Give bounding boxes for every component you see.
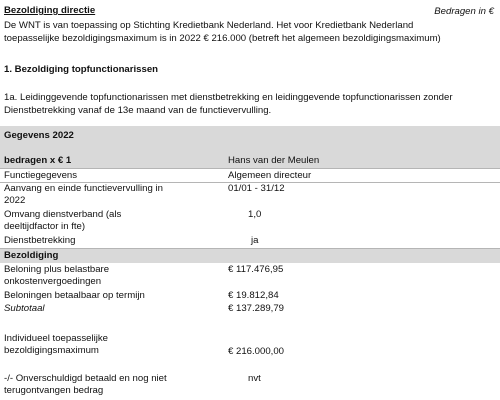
section-sub-line-1: 1a. Leidinggevende topfunctionarissen met dienstbetrekking en leidinggevende topfunctionarissen zonder xyxy=(4,92,453,103)
dienstbetrekking-label: Dienstbetrekking xyxy=(4,235,76,246)
termijn-value: € 19.812,84 xyxy=(228,290,279,301)
divider xyxy=(0,168,500,169)
table-band-title: Gegevens 2022 xyxy=(4,130,74,141)
maximum-value: € 216.000,00 xyxy=(228,346,285,357)
aanvang-label: Aanvang en einde functievervulling in 2022 xyxy=(4,183,163,206)
maximum-label: Individueel toepasselijke bezoldigingsmaximum xyxy=(4,333,108,356)
omvang-value: 1,0 xyxy=(248,209,262,220)
termijn-label: Beloningen betaalbaar op termijn xyxy=(4,290,145,301)
dienstbetrekking-value: ja xyxy=(251,235,259,246)
currency-note: Bedragen in € xyxy=(434,6,494,17)
intro-line-2: toepasselijke bezoldigingsmaximum is in 2022 € 216.000 (betreft het algemeen bezoldigingsmaximum) xyxy=(4,33,441,44)
page-title: Bezoldiging directie xyxy=(4,5,96,16)
table-header-label: bedragen x € 1 xyxy=(4,155,72,166)
omvang-label: Omvang dienstverband (als deeltijdfactor in fte) xyxy=(4,209,122,232)
bezoldiging-band xyxy=(0,249,500,263)
aanvang-value: 01/01 - 31/12 xyxy=(228,183,285,194)
beloning-label: Beloning plus belastbare onkostenvergoedingen xyxy=(4,264,110,287)
onverschuldigd-label: -/- Onverschuldigd betaald en nog niet terugontvangen bedrag xyxy=(4,373,167,396)
functiegegevens-label: Functiegegevens xyxy=(4,170,78,181)
beloning-value: € 117.476,95 xyxy=(228,264,284,275)
section-sub-line-2: Dienstbetrekking vanaf de 13e maand van de functievervulling. xyxy=(4,105,272,116)
functiegegevens-value: Algemeen directeur xyxy=(228,170,312,181)
onverschuldigd-value: nvt xyxy=(248,373,261,384)
subtotaal-label: Subtotaal xyxy=(4,303,45,314)
bezoldiging-heading: Bezoldiging xyxy=(4,250,59,261)
subtotaal-value: € 137.289,79 xyxy=(228,303,285,314)
intro-line-1: De WNT is van toepassing op Stichting Kredietbank Nederland. Het voor Kredietbank Nederland xyxy=(4,20,414,31)
section-heading: 1. Bezoldiging topfunctionarissen xyxy=(4,64,159,75)
table-person-name: Hans van der Meulen xyxy=(228,155,320,166)
